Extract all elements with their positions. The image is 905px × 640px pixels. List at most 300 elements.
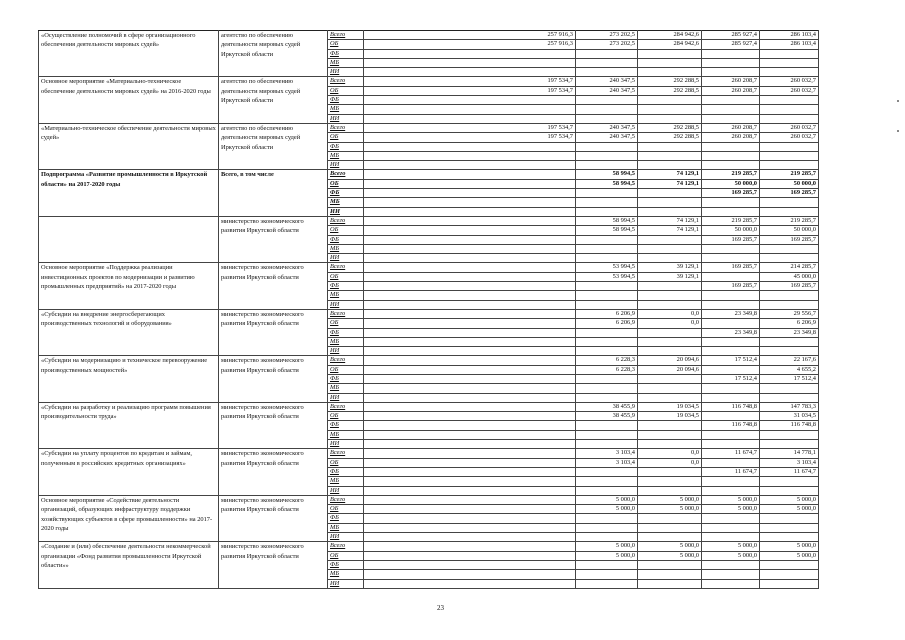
amount-cell [364,486,576,495]
amount-cell [364,328,576,337]
amount-cell [760,560,819,569]
amount-cell: 286 103,4 [760,40,819,49]
amount-cell [638,523,702,532]
table-row [39,216,819,225]
funding-source-cell: ОБ [328,365,364,374]
amount-cell [702,142,760,151]
program-name-cell: «Субсидии на разработку и реализацию программ повышения производительности труда» [39,402,219,448]
amount-cell: 260 208,7 [702,86,760,95]
funding-source-cell: Всего [328,449,364,458]
amount-cell: 260 032,7 [760,86,819,95]
amount-cell: 58 994,5 [576,170,638,179]
amount-cell [760,244,819,253]
funding-source-cell: ИИ [328,347,364,356]
amount-cell [576,235,638,244]
funding-source-cell: МБ [328,198,364,207]
amount-cell: 240 347,5 [576,77,638,86]
amount-cell [702,114,760,123]
funding-source-cell: ОБ [328,412,364,421]
amount-cell [364,142,576,151]
amount-cell [576,207,638,216]
amount-cell [364,440,576,449]
amount-cell [364,523,576,532]
amount-cell: 240 347,5 [576,133,638,142]
amount-cell [576,68,638,77]
executor-cell: агентство по обеспечению деятельности мировых судей Иркутской области [219,31,328,77]
funding-source-cell: ИИ [328,161,364,170]
amount-cell [364,226,576,235]
executor-cell: министерство экономического развития Иркутской области [219,309,328,355]
amount-cell [576,347,638,356]
amount-cell: 284 942,6 [638,40,702,49]
amount-cell: 197 534,7 [364,133,576,142]
funding-source-cell: ФБ [328,560,364,569]
amount-cell [760,114,819,123]
amount-cell: 5 000,0 [760,542,819,551]
amount-cell: 5 000,0 [576,542,638,551]
funding-source-cell: ФБ [328,282,364,291]
funding-source-cell: Всего [328,170,364,179]
amount-cell [576,430,638,439]
amount-cell [364,551,576,560]
funding-source-cell: ИИ [328,68,364,77]
amount-cell [702,440,760,449]
amount-cell [364,495,576,504]
amount-cell [702,272,760,281]
amount-cell: 22 167,6 [760,356,819,365]
amount-cell: 6 228,3 [576,365,638,374]
amount-cell: 5 000,0 [702,542,760,551]
amount-cell: 219 285,7 [702,216,760,225]
program-name-cell: Подпрограмма «Развитие промышленности в Иркутской области» на 2017-2020 годы [39,170,219,216]
amount-cell: 0,0 [638,309,702,318]
amount-cell: 5 000,0 [702,551,760,560]
executor-cell: министерство экономического развития Иркутской области [219,495,328,541]
funding-source-cell: Всего [328,263,364,272]
funding-source-cell: МБ [328,105,364,114]
amount-cell [638,347,702,356]
amount-cell: 31 034,5 [760,412,819,421]
amount-cell: 58 994,5 [576,216,638,225]
amount-cell: 4 655,2 [760,365,819,374]
funding-source-cell: ИИ [328,579,364,588]
amount-cell [760,579,819,588]
amount-cell: 39 129,1 [638,272,702,281]
funding-source-cell: ИИ [328,486,364,495]
amount-cell [576,96,638,105]
amount-cell [638,207,702,216]
amount-cell [702,68,760,77]
budget-table [38,30,819,589]
amount-cell: 5 000,0 [576,551,638,560]
funding-source-cell: ОБ [328,272,364,281]
table-row [39,31,819,40]
amount-cell [364,570,576,579]
amount-cell [760,430,819,439]
amount-cell [638,114,702,123]
amount-cell [364,272,576,281]
amount-cell [576,533,638,542]
table-row [39,263,819,272]
program-name-cell [39,216,219,262]
amount-cell [638,235,702,244]
amount-cell: 116 748,8 [702,402,760,411]
program-name-cell: «Субсидии на внедрение энергосберегающих производственных технологий и оборудования» [39,309,219,355]
amount-cell [364,58,576,67]
funding-source-cell: Всего [328,216,364,225]
amount-cell: 169 285,7 [702,189,760,198]
amount-cell [760,477,819,486]
amount-cell: 17 512,4 [702,374,760,383]
amount-cell [576,477,638,486]
amount-cell: 74 129,1 [638,179,702,188]
budget-table-page [38,30,818,589]
amount-cell [638,291,702,300]
funding-source-cell: ОБ [328,551,364,560]
amount-cell: 50 000,0 [760,179,819,188]
program-name-cell: «Осуществление полномочий в сфере организационного обеспечения деятельности мировых судей» [39,31,219,77]
funding-source-cell: ОБ [328,133,364,142]
amount-cell [760,300,819,309]
amount-cell [364,514,576,523]
amount-cell: 240 347,5 [576,86,638,95]
funding-source-cell: ФБ [328,421,364,430]
amount-cell [638,58,702,67]
amount-cell [638,467,702,476]
funding-source-cell: ИИ [328,533,364,542]
amount-cell [576,161,638,170]
amount-cell [364,96,576,105]
amount-cell: 74 129,1 [638,226,702,235]
amount-cell [638,421,702,430]
amount-cell: 292 288,5 [638,77,702,86]
funding-source-cell: Всего [328,309,364,318]
amount-cell [364,189,576,198]
amount-cell [364,560,576,569]
table-row [39,309,819,318]
amount-cell: 6 228,3 [576,356,638,365]
amount-cell [702,365,760,374]
table-row [39,402,819,411]
funding-source-cell: Всего [328,356,364,365]
executor-cell: агентство по обеспечению деятельности мировых судей Иркутской области [219,123,328,169]
amount-cell: 3 103,4 [576,449,638,458]
amount-cell [364,300,576,309]
amount-cell [638,105,702,114]
amount-cell [364,263,576,272]
amount-cell [576,467,638,476]
program-name-cell: «Субсидии на уплату процентов по кредитам и займам, полученным в российских кредитных организациях» [39,449,219,495]
amount-cell [364,337,576,346]
funding-source-cell: ФБ [328,328,364,337]
amount-cell [576,300,638,309]
funding-source-cell: ФБ [328,235,364,244]
page-number: 23 [437,604,444,612]
amount-cell [638,486,702,495]
amount-cell [364,412,576,421]
executor-cell: министерство экономического развития Иркутской области [219,542,328,588]
amount-cell [576,560,638,569]
amount-cell [702,105,760,114]
amount-cell [364,542,576,551]
funding-source-cell: ФБ [328,142,364,151]
table-row [39,170,819,179]
amount-cell: 257 916,3 [364,31,576,40]
amount-cell: 169 285,7 [760,282,819,291]
funding-source-cell: ФБ [328,514,364,523]
funding-source-cell: Всего [328,123,364,132]
funding-source-cell: МБ [328,430,364,439]
amount-cell [364,309,576,318]
funding-source-cell: ИИ [328,440,364,449]
amount-cell: 169 285,7 [702,282,760,291]
amount-cell: 0,0 [638,319,702,328]
funding-source-cell: ИИ [328,300,364,309]
budget-table-body [39,31,819,589]
amount-cell: 273 202,5 [576,40,638,49]
amount-cell [702,412,760,421]
amount-cell: 45 000,0 [760,272,819,281]
amount-cell: 53 994,5 [576,263,638,272]
amount-cell [702,291,760,300]
amount-cell [702,207,760,216]
funding-source-cell: ОБ [328,179,364,188]
amount-cell [702,514,760,523]
table-row [39,123,819,132]
amount-cell: 38 455,9 [576,412,638,421]
amount-cell [702,486,760,495]
program-name-cell: «Материально-техническое обеспечение деятельности мировых судей» [39,123,219,169]
amount-cell: 197 534,7 [364,77,576,86]
funding-source-cell: ОБ [328,40,364,49]
amount-cell [702,58,760,67]
amount-cell [638,49,702,58]
amount-cell [702,244,760,253]
amount-cell: 29 556,7 [760,309,819,318]
amount-cell [638,151,702,160]
amount-cell [364,467,576,476]
executor-cell: министерство экономического развития Иркутской области [219,356,328,402]
amount-cell [638,300,702,309]
amount-cell: 5 000,0 [760,495,819,504]
amount-cell [364,161,576,170]
amount-cell: 292 288,5 [638,86,702,95]
amount-cell [760,161,819,170]
amount-cell [576,514,638,523]
amount-cell [760,384,819,393]
amount-cell [576,440,638,449]
funding-source-cell: Всего [328,31,364,40]
funding-source-cell: ИИ [328,114,364,123]
amount-cell [364,356,576,365]
amount-cell: 17 512,4 [702,356,760,365]
funding-source-cell: ФБ [328,467,364,476]
amount-cell [576,579,638,588]
amount-cell [576,282,638,291]
amount-cell [638,328,702,337]
funding-source-cell: ИИ [328,393,364,402]
amount-cell: 5 000,0 [576,495,638,504]
amount-cell: 5 000,0 [638,551,702,560]
funding-source-cell: МБ [328,477,364,486]
amount-cell [638,579,702,588]
amount-cell: 240 347,5 [576,123,638,132]
executor-cell: агентство по обеспечению деятельности мировых судей Иркутской области [219,77,328,123]
amount-cell: 260 208,7 [702,77,760,86]
amount-cell [364,179,576,188]
amount-cell: 5 000,0 [760,505,819,514]
amount-cell: 6 206,9 [760,319,819,328]
amount-cell [638,189,702,198]
amount-cell [760,207,819,216]
funding-source-cell: МБ [328,291,364,300]
amount-cell [576,198,638,207]
funding-source-cell: ФБ [328,96,364,105]
amount-cell [702,523,760,532]
funding-source-cell: МБ [328,58,364,67]
amount-cell: 260 032,7 [760,123,819,132]
funding-source-cell: ОБ [328,86,364,95]
funding-source-cell: ОБ [328,226,364,235]
amount-cell: 11 674,7 [702,467,760,476]
funding-source-cell: ФБ [328,374,364,383]
amount-cell [364,374,576,383]
amount-cell [576,570,638,579]
program-name-cell: «Субсидии на модернизацию и техническое перевооружение производственных мощностей» [39,356,219,402]
funding-source-cell: ФБ [328,189,364,198]
amount-cell [364,477,576,486]
amount-cell [576,151,638,160]
amount-cell: 260 208,7 [702,123,760,132]
amount-cell [364,430,576,439]
amount-cell: 5 000,0 [760,551,819,560]
amount-cell [760,151,819,160]
amount-cell: 147 783,3 [760,402,819,411]
amount-cell: 3 103,4 [576,458,638,467]
funding-source-cell: Всего [328,77,364,86]
amount-cell: 50 000,0 [702,226,760,235]
funding-source-cell: МБ [328,384,364,393]
program-name-cell: Основное мероприятие «Содействие деятельности организаций, образующих инфраструктуру поддержки хозяйствующих субъектов в сфере промышленности» на 2017-2020 годы [39,495,219,541]
amount-cell: 6 206,9 [576,309,638,318]
funding-source-cell: МБ [328,570,364,579]
amount-cell [576,291,638,300]
amount-cell: 257 916,3 [364,40,576,49]
table-row [39,449,819,458]
amount-cell [638,254,702,263]
amount-cell: 5 000,0 [702,505,760,514]
amount-cell [638,161,702,170]
amount-cell [364,505,576,514]
amount-cell [576,105,638,114]
executor-cell: Всего, в том числе [219,170,328,216]
amount-cell [702,477,760,486]
amount-cell [364,151,576,160]
amount-cell [638,560,702,569]
amount-cell [364,291,576,300]
amount-cell [364,244,576,253]
amount-cell [702,458,760,467]
amount-cell [576,142,638,151]
amount-cell [364,347,576,356]
amount-cell [364,207,576,216]
amount-cell [638,96,702,105]
amount-cell [760,393,819,402]
amount-cell: 53 994,5 [576,272,638,281]
amount-cell: 0,0 [638,458,702,467]
amount-cell: 50 000,0 [702,179,760,188]
amount-cell: 23 349,8 [760,328,819,337]
amount-cell: 285 927,4 [702,40,760,49]
amount-cell [760,105,819,114]
amount-cell [702,96,760,105]
amount-cell [638,430,702,439]
amount-cell [702,384,760,393]
amount-cell [760,49,819,58]
amount-cell: 38 455,9 [576,402,638,411]
amount-cell: 0,0 [638,449,702,458]
program-name-cell: Основное мероприятие «Материально-техническое обеспечение деятельности мировых судей» на 2016-2020 годы [39,77,219,123]
amount-cell: 214 285,7 [760,263,819,272]
funding-source-cell: Всего [328,402,364,411]
table-row [39,77,819,86]
amount-cell: 116 748,8 [702,421,760,430]
amount-cell [702,254,760,263]
amount-cell [638,282,702,291]
funding-source-cell: Всего [328,542,364,551]
amount-cell [576,49,638,58]
amount-cell: 74 129,1 [638,170,702,179]
amount-cell [638,533,702,542]
amount-cell [576,337,638,346]
amount-cell [638,393,702,402]
amount-cell: 286 103,4 [760,31,819,40]
amount-cell [702,337,760,346]
amount-cell [702,319,760,328]
funding-source-cell: Всего [328,495,364,504]
amount-cell [364,282,576,291]
funding-source-cell: МБ [328,523,364,532]
amount-cell [576,421,638,430]
funding-source-cell: ОБ [328,319,364,328]
amount-cell: 292 288,5 [638,133,702,142]
amount-cell: 219 285,7 [760,216,819,225]
amount-cell: 50 000,0 [760,226,819,235]
amount-cell: 20 094,6 [638,356,702,365]
amount-cell: 169 285,7 [702,263,760,272]
amount-cell [364,49,576,58]
amount-cell [364,216,576,225]
amount-cell [364,579,576,588]
amount-cell [364,533,576,542]
table-row [39,495,819,504]
funding-source-cell: ОБ [328,458,364,467]
amount-cell: 5 000,0 [638,505,702,514]
amount-cell [638,514,702,523]
amount-cell [638,198,702,207]
program-name-cell: Основное мероприятие «Поддержка реализации инвестиционных проектов по модернизации и развитию промышленных предприятий» на 2017-2020 годы [39,263,219,309]
amount-cell [760,440,819,449]
funding-source-cell: ФБ [328,49,364,58]
amount-cell [364,235,576,244]
amount-cell [576,374,638,383]
amount-cell: 11 674,7 [760,467,819,476]
amount-cell [702,579,760,588]
amount-cell [760,142,819,151]
amount-cell: 260 032,7 [760,133,819,142]
amount-cell: 169 285,7 [760,189,819,198]
table-row [39,356,819,365]
